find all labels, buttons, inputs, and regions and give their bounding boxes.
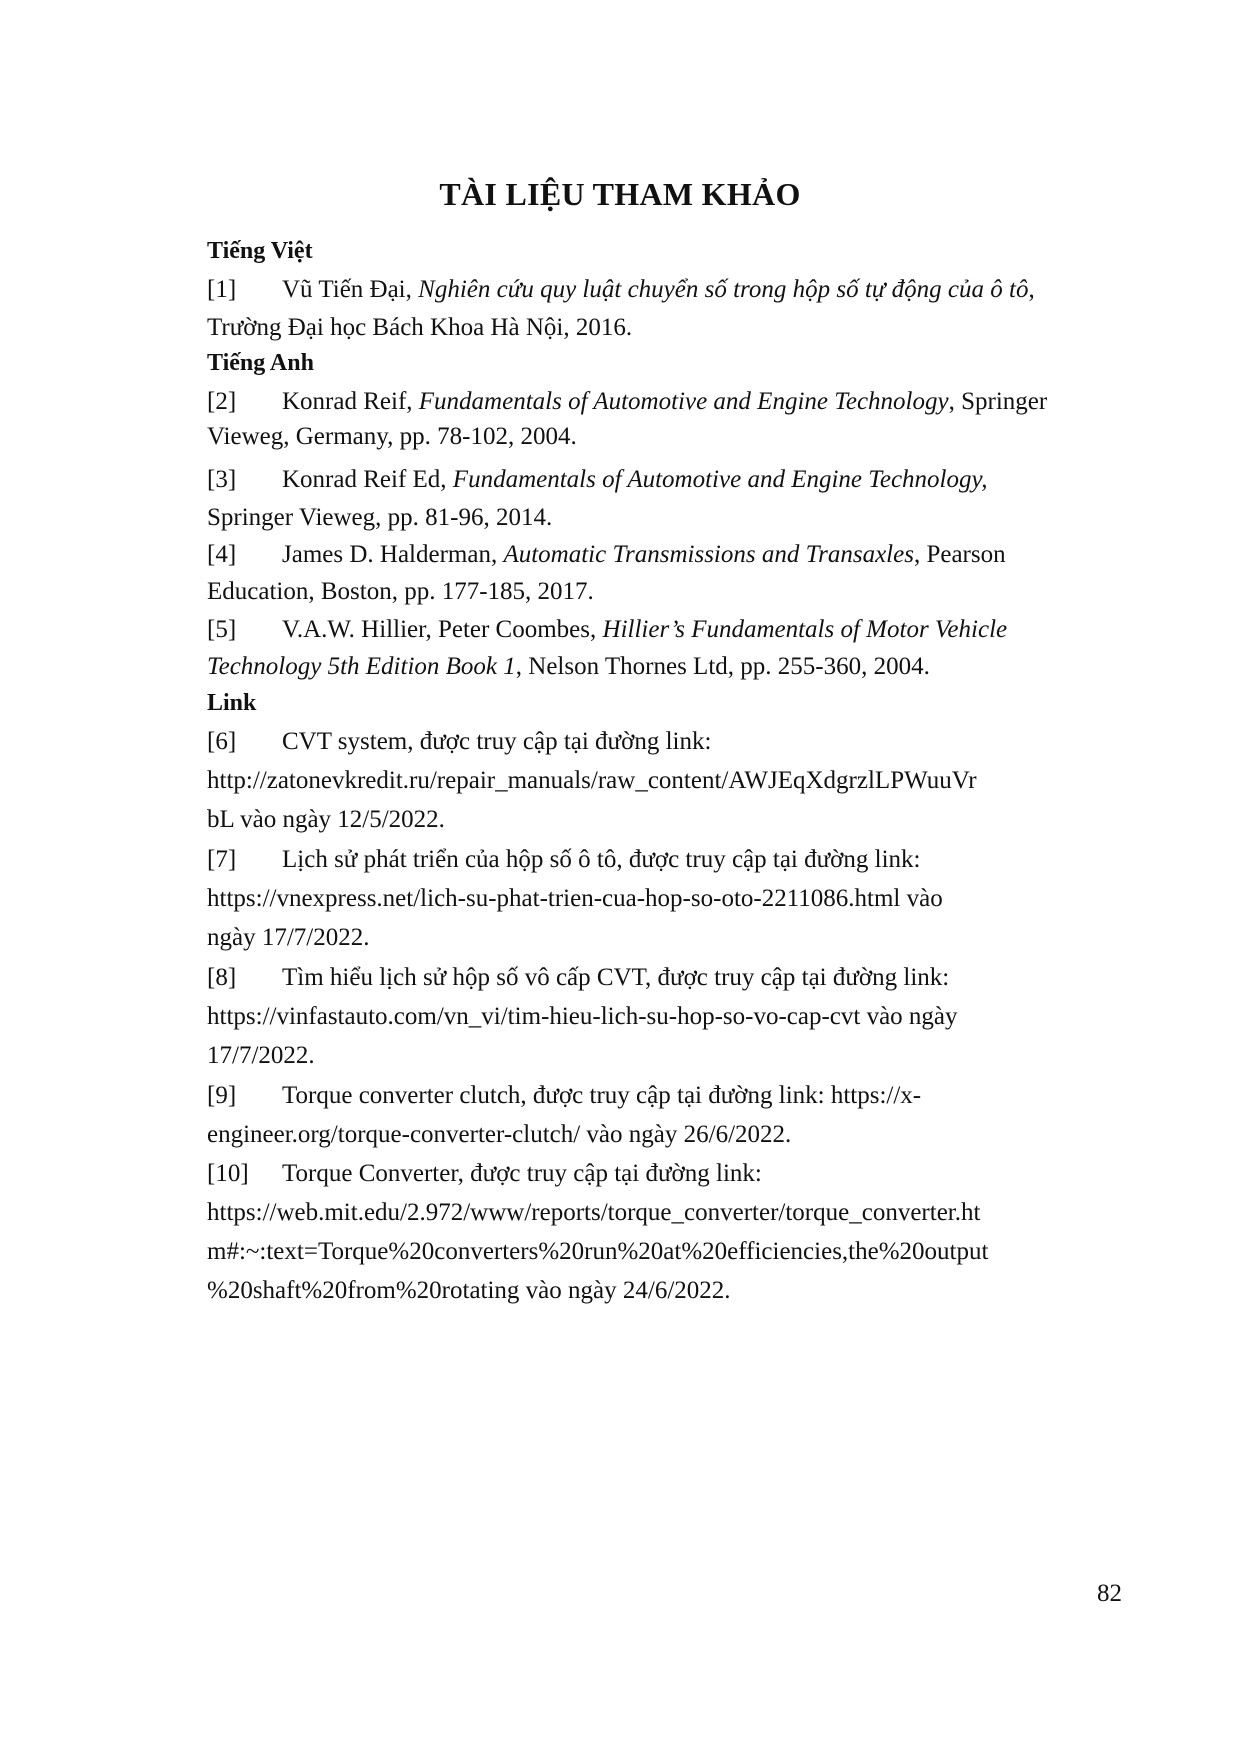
reference-text: CVT system, được truy cập tại đường link: xyxy=(282,728,712,755)
reference-9-line-2: engineer.org/torque-converter-clutch/ vào ngày 26/6/2022. xyxy=(207,1121,792,1148)
reference-number: [9] xyxy=(207,1082,237,1109)
reference-7-line-3: ngày 17/7/2022. xyxy=(207,924,370,951)
reference-10-url-continued: m#:~:text=Torque%20converters%20run%20at%20efficiencies,the%20output xyxy=(207,1238,989,1265)
reference-number: [6] xyxy=(207,728,237,755)
reference-authors: V.A.W. Hillier, Peter Coombes, xyxy=(282,616,603,643)
reference-8-line-1 xyxy=(207,964,949,992)
reference-tail: , xyxy=(1028,276,1035,303)
reference-text: Torque converter clutch, được truy cập tại đường link: https://x- xyxy=(282,1082,922,1109)
reference-text: Tìm hiểu lịch sử hộp số vô cấp CVT, được truy cập tại đường link: xyxy=(282,964,950,991)
reference-8-url: https://vinfastauto.com/vn_vi/tim-hieu-lich-su-hop-so-vo-cap-cvt vào ngày xyxy=(207,1003,958,1030)
reference-5-line-1 xyxy=(207,616,1007,644)
reference-4-line-1 xyxy=(207,541,1006,569)
reference-tail: , Nelson Thornes Ltd, pp. 255-360, 2004. xyxy=(515,653,930,680)
reference-number: [10] xyxy=(207,1160,249,1187)
reference-text: Torque Converter, được truy cập tại đường link: xyxy=(282,1160,762,1187)
reference-number: [5] xyxy=(207,616,237,643)
reference-number: [1] xyxy=(207,276,237,303)
reference-7-url: https://vnexpress.net/lich-su-phat-trien-cua-hop-so-oto-2211086.html vào xyxy=(207,885,943,912)
reference-6-url: http://zatonevkredit.ru/repair_manuals/raw_content/AWJEqXdgrzlLPWuuVr xyxy=(207,767,977,794)
reference-3-line-1 xyxy=(207,466,987,494)
reference-1-line-2: Trường Đại học Bách Khoa Hà Nội, 2016. xyxy=(207,314,633,341)
reference-number: [8] xyxy=(207,964,237,991)
reference-4-line-2: Education, Boston, pp. 177-185, 2017. xyxy=(207,578,594,605)
reference-5-line-2 xyxy=(207,653,930,681)
reference-number: [7] xyxy=(207,846,237,873)
reference-10-line-4: %20shaft%20from%20rotating vào ngày 24/6/2022. xyxy=(207,1277,731,1304)
reference-2-line-2: Vieweg, Germany, pp. 78-102, 2004. xyxy=(207,423,577,450)
page-title: TÀI LIỆU THAM KHẢO xyxy=(439,176,801,212)
reference-title: Nghiên cứu quy luật chuyển số trong hộp số tự động của ô tô xyxy=(418,276,1029,303)
reference-authors: Konrad Reif, xyxy=(282,388,419,415)
reference-6-line-1 xyxy=(207,728,711,756)
section-heading-viet: Tiếng Việt xyxy=(207,238,313,264)
page-number: 82 xyxy=(1097,1580,1122,1607)
reference-tail: , Pearson xyxy=(913,541,1006,568)
reference-6-line-3: bL vào ngày 12/5/2022. xyxy=(207,806,445,833)
reference-title-continued: Technology 5th Edition Book 1 xyxy=(207,653,516,680)
reference-title: Automatic Transmissions and Transaxles xyxy=(503,541,914,568)
reference-7-line-1 xyxy=(207,846,921,874)
reference-9-line-1 xyxy=(207,1082,921,1110)
reference-10-url: https://web.mit.edu/2.972/www/reports/torque_converter/torque_converter.ht xyxy=(207,1199,981,1226)
reference-authors: Konrad Reif Ed, xyxy=(282,466,453,493)
reference-10-line-1 xyxy=(207,1160,762,1188)
reference-2-line-1 xyxy=(207,388,1047,416)
reference-number: [2] xyxy=(207,388,237,415)
reference-title: Fundamentals of Automotive and Engine Technology, xyxy=(452,466,988,493)
reference-8-line-3: 17/7/2022. xyxy=(207,1042,315,1069)
reference-number: [3] xyxy=(207,466,237,493)
reference-1-line-1 xyxy=(207,276,1035,304)
section-heading-anh: Tiếng Anh xyxy=(207,350,314,376)
reference-title: Fundamentals of Automotive and Engine Technology xyxy=(418,388,949,415)
reference-text: Lịch sử phát triển của hộp số ô tô, được truy cập tại đường link: xyxy=(282,846,921,873)
reference-authors: Vũ Tiến Đại, xyxy=(282,276,419,303)
reference-number: [4] xyxy=(207,541,237,568)
reference-title: Hillier’s Fundamentals of Motor Vehicle xyxy=(602,616,1008,643)
reference-authors: James D. Halderman, xyxy=(282,541,504,568)
section-heading-link: Link xyxy=(207,690,257,716)
reference-3-line-2: Springer Vieweg, pp. 81-96, 2014. xyxy=(207,504,553,531)
reference-tail: , Springer xyxy=(948,388,1048,415)
